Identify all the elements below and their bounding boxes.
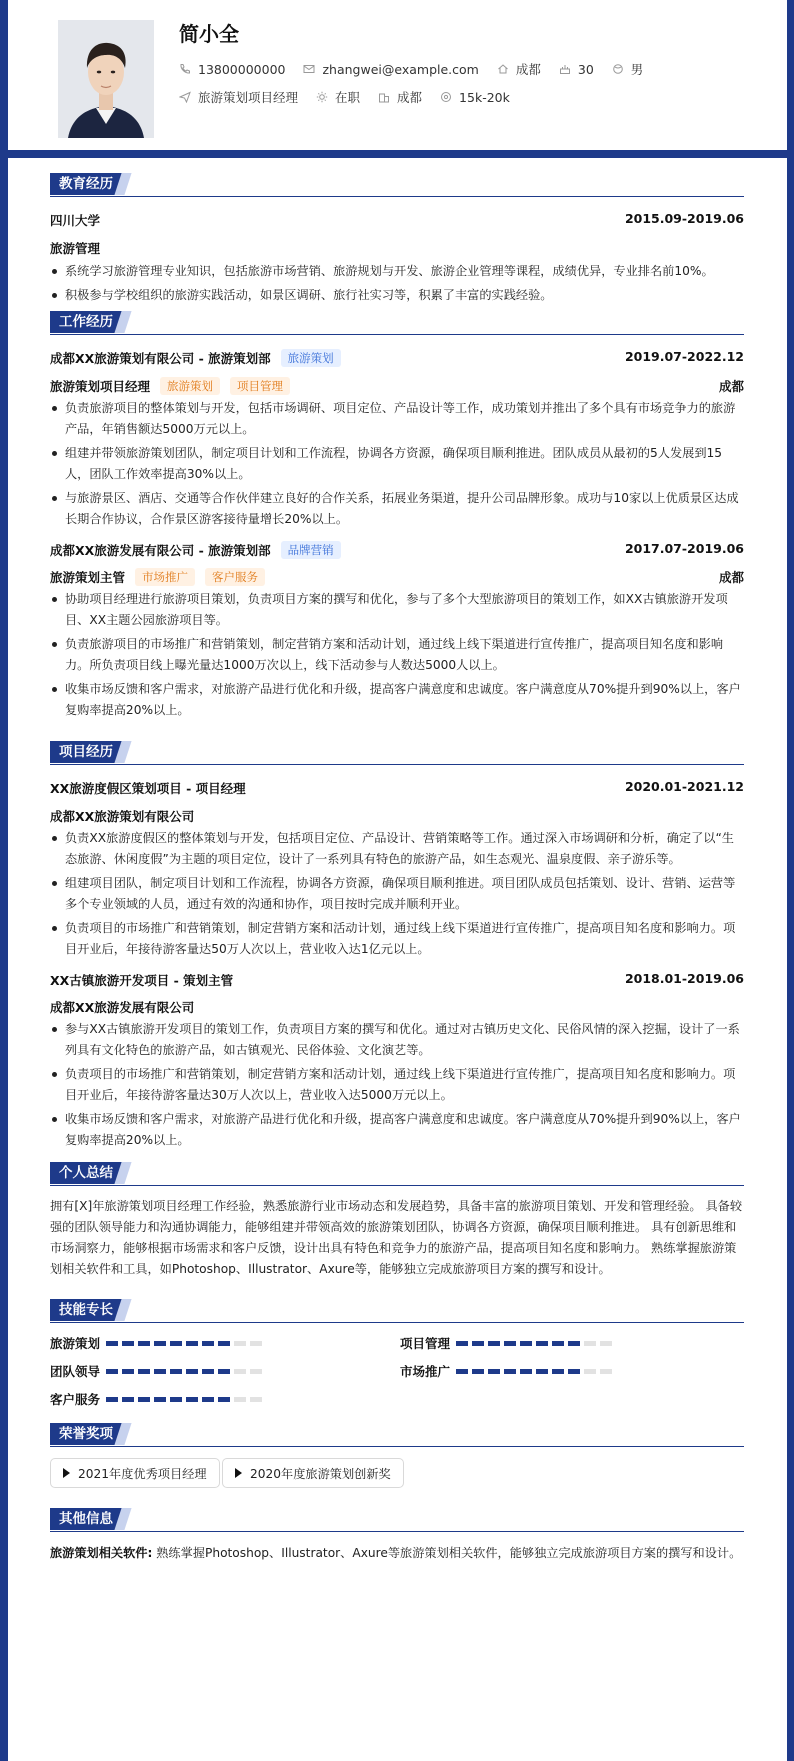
award-chip — [222, 1458, 404, 1488]
skill-name: 团队领导 — [50, 1364, 101, 1379]
section-header — [50, 173, 744, 197]
project-name: XX旅游度假区策划项目 - 项目经理 — [50, 781, 246, 796]
skill-level-bar — [456, 1341, 616, 1346]
work-bullets — [50, 398, 744, 533]
skill-name: 市场推广 — [400, 1364, 451, 1379]
list-item: 积极参与学校组织的旅游实践活动，如景区调研、旅行社实习等，积累了丰富的实践经验。 — [50, 285, 744, 306]
age-value: 30 — [577, 61, 594, 77]
skill-segment — [536, 1341, 548, 1346]
skill-segment — [234, 1369, 246, 1374]
project-org: 成都XX旅游发展有限公司 — [50, 1000, 195, 1015]
section-header — [50, 1162, 744, 1186]
sun-icon — [316, 91, 328, 103]
contact-row — [179, 60, 661, 78]
skill-segment — [584, 1341, 596, 1346]
skill-name: 客户服务 — [50, 1392, 101, 1407]
list-item: 负责项目的市场推广和营销策划，制定营销方案和活动计划，通过线上线下渠道进行宣传推广，提高项目知名度和影响力。项目开业后，年接待游客量达30万人次以上，营业收入达5000万元以上。 — [50, 1064, 744, 1106]
skill-segment — [106, 1397, 118, 1402]
list-item: 负责旅游项目的市场推广和营销策划，制定营销方案和活动计划，通过线上线下渠道进行宣传推广，提高项目知名度和影响力。所负责项目线上曝光量达1000万次以上，线下活动参与人数达5000人以上。 — [50, 634, 744, 676]
email-address: zhangwei@example.com — [322, 61, 479, 77]
phone-number: 13800000000 — [198, 61, 286, 77]
cake-icon — [559, 63, 571, 75]
projects-section — [50, 741, 744, 1147]
skill-segment — [170, 1369, 182, 1374]
skill-tag: 项目管理 — [230, 377, 290, 395]
employment-status: 在职 — [335, 90, 361, 105]
skill-segment — [154, 1397, 166, 1402]
expected-salary: 15k-20k — [459, 89, 510, 105]
skill-segment — [106, 1341, 118, 1346]
skill-segment — [472, 1369, 484, 1374]
skill-segment — [154, 1369, 166, 1374]
work-bullets — [50, 589, 744, 724]
skill-tag: 市场推广 — [135, 568, 195, 586]
project-period: 2018.01-2019.06 — [624, 971, 744, 986]
list-item: 组建并带领旅游策划团队，制定项目计划和工作流程，协调各方资源，确保项目顺利推进。团队成员从最初的5人发展到15人，团队工作效率提高30%以上。 — [50, 443, 744, 485]
award-chip — [50, 1458, 220, 1488]
school-name: 四川大学 — [50, 213, 101, 228]
skill-level-bar — [106, 1397, 266, 1402]
skill-segment — [456, 1341, 468, 1346]
department-tag: 旅游策划 — [281, 349, 341, 367]
company-name: 成都XX旅游发展有限公司 - 旅游策划部 — [50, 543, 271, 558]
gender-info — [612, 60, 644, 78]
skill-segment — [488, 1369, 500, 1374]
skill-segment — [122, 1341, 134, 1346]
other-info-label: 旅游策划相关软件: — [50, 1546, 153, 1560]
section-title: 项目经历 — [50, 741, 122, 763]
section-header — [50, 1508, 744, 1532]
skill-segment — [138, 1341, 150, 1346]
skill-segment — [186, 1397, 198, 1402]
work-city: 成都 — [718, 379, 744, 394]
city-info — [378, 88, 422, 106]
education-bullets — [50, 261, 744, 309]
project-bullets — [50, 1019, 744, 1154]
section-header — [50, 741, 744, 765]
skill-segment — [202, 1397, 214, 1402]
skill-tag: 旅游策划 — [160, 377, 220, 395]
skill-segment — [122, 1369, 134, 1374]
skill-tag: 客户服务 — [205, 568, 265, 586]
section-header — [50, 1299, 744, 1323]
job-intent-row — [179, 88, 528, 106]
skill-segment — [234, 1397, 246, 1402]
list-item: 系统学习旅游管理专业知识，包括旅游市场营销、旅游规划与开发、旅游企业管理等课程，成绩优异，专业排名前10%。 — [50, 261, 744, 282]
project-name: XX古镇旅游开发项目 - 策划主管 — [50, 973, 234, 988]
hometown-info — [497, 60, 541, 78]
skill-name: 项目管理 — [400, 1336, 451, 1351]
project-period: 2020.01-2021.12 — [624, 779, 744, 794]
section-title: 荣誉奖项 — [50, 1423, 122, 1445]
skill-segment — [170, 1341, 182, 1346]
skill-item — [400, 1334, 616, 1352]
resume-body — [8, 158, 787, 1761]
skill-item — [50, 1334, 266, 1352]
list-item: 收集市场反馈和客户需求，对旅游产品进行优化和升级，提高客户满意度和忠诚度。客户满意度从70%提升到90%以上，客户复购率提高20%以上。 — [50, 1109, 744, 1151]
skill-level-bar — [106, 1341, 266, 1346]
skill-segment — [138, 1369, 150, 1374]
project-org: 成都XX旅游策划有限公司 — [50, 809, 195, 824]
skill-item — [50, 1362, 266, 1380]
skill-segment — [122, 1397, 134, 1402]
award-list — [50, 1458, 744, 1488]
skill-segment — [504, 1341, 516, 1346]
coin-icon — [440, 91, 452, 103]
list-item: 负责项目的市场推广和营销策划，制定营销方案和活动计划，通过线上线下渠道进行宣传推广，提高项目知名度和影响力。项目开业后，年接待游客量达50万人次以上，营业收入达1亿元以上。 — [50, 918, 744, 960]
email-info — [303, 62, 478, 77]
skill-segment — [170, 1397, 182, 1402]
skill-segment — [568, 1369, 580, 1374]
job-title: 旅游策划项目经理 — [50, 379, 151, 394]
building-icon — [378, 91, 390, 103]
section-title: 工作经历 — [50, 311, 122, 333]
skills-section — [50, 1299, 744, 1407]
home-icon — [497, 63, 509, 75]
skill-segment — [186, 1369, 198, 1374]
list-item: 收集市场反馈和客户需求，对旅游产品进行优化和升级，提高客户满意度和忠诚度。客户满意度从70%提升到90%以上，客户复购率提高20%以上。 — [50, 679, 744, 721]
triangle-icon — [235, 1468, 242, 1478]
phone-icon — [179, 63, 191, 75]
skill-segment — [520, 1341, 532, 1346]
other-info-text: 熟练掌握Photoshop、Illustrator、Axure等旅游策划相关软件，能够独立完成旅游项目方案的撰写和设计。 — [156, 1546, 742, 1560]
education-section — [50, 173, 744, 302]
candidate-name: 简小全 — [179, 22, 239, 46]
skill-segment — [520, 1369, 532, 1374]
other-info-line — [50, 1544, 741, 1561]
gender-value: 男 — [630, 62, 644, 77]
gender-icon — [612, 63, 624, 75]
other-section — [50, 1508, 744, 1560]
major-name: 旅游管理 — [50, 241, 101, 256]
list-item: 协助项目经理进行旅游项目策划，负责项目方案的撰写和优化，参与了多个大型旅游项目的策划工作，如XX古镇旅游开发项目、XX主题公园旅游项目等。 — [50, 589, 744, 631]
skill-item — [400, 1362, 616, 1380]
target-city: 成都 — [397, 90, 423, 105]
skill-segment — [202, 1341, 214, 1346]
age-info — [559, 62, 594, 77]
resume-header — [0, 0, 794, 150]
section-title: 技能专长 — [50, 1299, 122, 1321]
award-name: 2020年度旅游策划创新奖 — [250, 1466, 391, 1481]
skill-segment — [472, 1341, 484, 1346]
company-name: 成都XX旅游策划有限公司 - 旅游策划部 — [50, 351, 271, 366]
list-item: 参与XX古镇旅游开发项目的策划工作，负责项目方案的撰写和优化。通过对古镇历史文化、民俗风情的深入挖掘，设计了一系列具有文化特色的旅游产品，如古镇观光、民俗体验、文化演艺等。 — [50, 1019, 744, 1061]
skill-segment — [138, 1397, 150, 1402]
work-period: 2017.07-2019.06 — [624, 541, 744, 556]
skill-segment — [218, 1341, 230, 1346]
list-item: 负责旅游项目的整体策划与开发，包括市场调研、项目定位、产品设计等工作，成功策划并推出了多个具有市场竞争力的旅游产品，年销售额达5000万元以上。 — [50, 398, 744, 440]
send-icon — [179, 91, 191, 103]
skill-segment — [536, 1369, 548, 1374]
project-bullets — [50, 828, 744, 963]
award-name: 2021年度优秀项目经理 — [78, 1466, 207, 1481]
position-info — [179, 88, 298, 106]
awards-section — [50, 1423, 744, 1481]
skill-segment — [456, 1369, 468, 1374]
work-city: 成都 — [718, 570, 744, 585]
skill-segment — [154, 1341, 166, 1346]
summary-section — [50, 1162, 744, 1276]
skill-segment — [504, 1369, 516, 1374]
section-title: 其他信息 — [50, 1508, 122, 1530]
skill-segment — [218, 1369, 230, 1374]
phone-info — [179, 62, 285, 77]
skill-segment — [250, 1369, 262, 1374]
avatar — [58, 20, 154, 138]
section-title: 教育经历 — [50, 173, 122, 195]
hometown-value: 成都 — [515, 62, 541, 77]
portrait-image — [58, 20, 154, 138]
skill-name: 旅游策划 — [50, 1336, 101, 1351]
summary-text: 拥有[X]年旅游策划项目经理工作经验，熟悉旅游行业市场动态和发展趋势，具备丰富的旅游项目策划、开发和管理经验。 具备较强的团队领导能力和沟通协调能力，能够组建并带领高效的旅游策划团队，协调各方资源，确保项目顺利推进。 具有创新思维和市场洞察力，能够根据市场需求和客户反馈，设计出具有特色和竞争力的旅游产品，提高项目知名度和影响力。 熟练掌握旅游策划相关软件和工具，如Photoshop、Illustrator、Axure等，能够独立完成旅游项目方案的撰写和设计。 — [50, 1199, 743, 1276]
skill-segment — [552, 1341, 564, 1346]
skill-segment — [186, 1341, 198, 1346]
skill-segment — [568, 1341, 580, 1346]
status-info — [316, 88, 360, 106]
work-section — [50, 311, 744, 717]
skill-segment — [234, 1341, 246, 1346]
skill-segment — [552, 1369, 564, 1374]
header-card — [8, 0, 787, 150]
work-period: 2019.07-2022.12 — [624, 349, 744, 364]
skill-segment — [202, 1369, 214, 1374]
mail-icon — [303, 63, 315, 75]
skill-segment — [250, 1397, 262, 1402]
skill-item — [50, 1390, 266, 1408]
skill-segment — [600, 1369, 612, 1374]
education-period: 2015.09-2019.06 — [624, 211, 744, 226]
skill-segment — [106, 1369, 118, 1374]
list-item: 负责XX旅游度假区的整体策划与开发，包括项目定位、产品设计、营销策略等工作。通过深入市场调研和分析，确定了以“生态旅游、休闲度假”为主题的项目定位，设计了一系列具有特色的旅游产品，如生态观光、温泉度假、亲子游乐等。 — [50, 828, 744, 870]
triangle-icon — [63, 1468, 70, 1478]
department-tag: 品牌营销 — [281, 541, 341, 559]
list-item: 与旅游景区、酒店、交通等合作伙伴建立良好的合作关系，拓展业务渠道，提升公司品牌形象。成功与10家以上优质景区达成长期合作协议，合作景区游客接待量增长20%以上。 — [50, 488, 744, 530]
skill-segment — [218, 1397, 230, 1402]
section-header — [50, 1423, 744, 1447]
target-position: 旅游策划项目经理 — [198, 90, 299, 105]
skill-segment — [584, 1369, 596, 1374]
skill-level-bar — [106, 1369, 266, 1374]
salary-info — [440, 90, 510, 105]
section-header — [50, 311, 744, 335]
list-item: 组建项目团队，制定项目计划和工作流程，协调各方资源，确保项目顺利推进。项目团队成员包括策划、设计、营销、运营等多个专业领域的人员，通过有效的沟通和协作，项目按时完成并顺利开业。 — [50, 873, 744, 915]
skill-segment — [250, 1341, 262, 1346]
skill-segment — [600, 1341, 612, 1346]
skill-segment — [488, 1341, 500, 1346]
job-title: 旅游策划主管 — [50, 570, 126, 585]
skill-level-bar — [456, 1369, 616, 1374]
section-title: 个人总结 — [50, 1162, 122, 1184]
